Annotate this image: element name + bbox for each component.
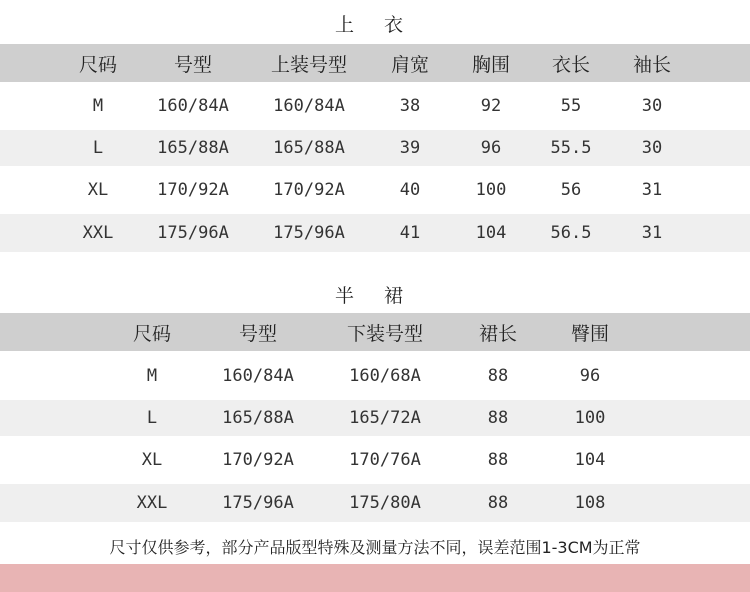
top-header-length: 衣长: [551, 53, 591, 76]
table-cell: 40: [399, 180, 421, 200]
table-cell: 55.5: [550, 138, 592, 158]
skirt-header-skirt-length: 裙长: [478, 322, 518, 345]
table-row: [0, 166, 750, 214]
table-cell: 41: [399, 223, 421, 243]
table-cell: 100: [475, 180, 507, 200]
table-cell: 96: [579, 365, 601, 386]
table-cell: M: [146, 365, 158, 386]
table-cell: 175/96A: [157, 223, 229, 243]
table-cell: 30: [641, 96, 663, 116]
table-cell: XXL: [136, 493, 168, 513]
skirt-header-hip: 臀围: [570, 322, 610, 345]
table-cell: 88: [487, 365, 509, 386]
table-cell: 96: [480, 138, 502, 158]
table-cell: 175/96A: [273, 223, 345, 243]
top-header-chest: 胸围: [471, 53, 511, 76]
table-cell: 100: [574, 408, 606, 428]
table-cell: 160/68A: [349, 365, 421, 386]
table-cell: 88: [487, 493, 509, 513]
table-cell: L: [92, 138, 104, 158]
table-cell: 88: [487, 450, 509, 470]
table-row: [0, 214, 750, 252]
table-cell: 160/84A: [273, 96, 345, 116]
skirt-table-title: 半 裙: [334, 285, 416, 307]
table-cell: 175/80A: [349, 493, 421, 513]
table-cell: 31: [641, 180, 663, 200]
table-cell: 30: [641, 138, 663, 158]
skirt-table-header-row: [0, 313, 750, 351]
skirt-header-bottom-model: 下装号型: [346, 322, 424, 345]
table-cell: XL: [141, 450, 163, 470]
measurement-note: 尺寸仅供参考，部分产品版型特殊及测量方法不同，误差范围1-3CM为正常: [109, 537, 641, 557]
table-cell: 108: [574, 493, 606, 513]
top-table-header-row: [0, 44, 750, 82]
table-cell: 104: [475, 223, 507, 243]
table-row: [0, 130, 750, 166]
table-cell: 170/92A: [222, 450, 294, 470]
table-cell: 160/84A: [222, 365, 294, 386]
table-cell: 165/88A: [157, 138, 229, 158]
table-cell: XL: [87, 180, 109, 200]
table-cell: 104: [574, 450, 606, 470]
table-cell: 88: [487, 408, 509, 428]
table-row: [0, 484, 750, 522]
table-cell: 38: [399, 96, 421, 116]
table-cell: 165/88A: [273, 138, 345, 158]
top-header-model: 号型: [173, 53, 213, 76]
skirt-header-size: 尺码: [132, 322, 172, 345]
table-cell: M: [92, 96, 104, 116]
table-row: [0, 436, 750, 484]
top-header-sleeve: 袖长: [632, 53, 672, 76]
skirt-header-model: 号型: [238, 322, 278, 345]
table-cell: 92: [480, 96, 502, 116]
table-cell: 39: [399, 138, 421, 158]
table-cell: 165/88A: [222, 408, 294, 428]
table-cell: 170/92A: [273, 180, 345, 200]
footer-band: [0, 564, 750, 592]
table-cell: 56.5: [550, 223, 592, 243]
table-cell: 31: [641, 223, 663, 243]
table-cell: 175/96A: [222, 493, 294, 513]
table-row: [0, 351, 750, 400]
table-cell: XXL: [82, 223, 114, 243]
table-cell: 160/84A: [157, 96, 229, 116]
top-header-top-model: 上装号型: [270, 53, 348, 76]
table-row: [0, 400, 750, 436]
top-header-size: 尺码: [78, 53, 118, 76]
top-table-title: 上 衣: [334, 14, 416, 36]
table-cell: L: [146, 408, 158, 428]
table-cell: 56: [560, 180, 582, 200]
top-header-shoulder: 肩宽: [390, 53, 430, 76]
table-cell: 55: [560, 96, 582, 116]
table-cell: 165/72A: [349, 408, 421, 428]
table-cell: 170/76A: [349, 450, 421, 470]
table-cell: 170/92A: [157, 180, 229, 200]
table-row: [0, 82, 750, 130]
